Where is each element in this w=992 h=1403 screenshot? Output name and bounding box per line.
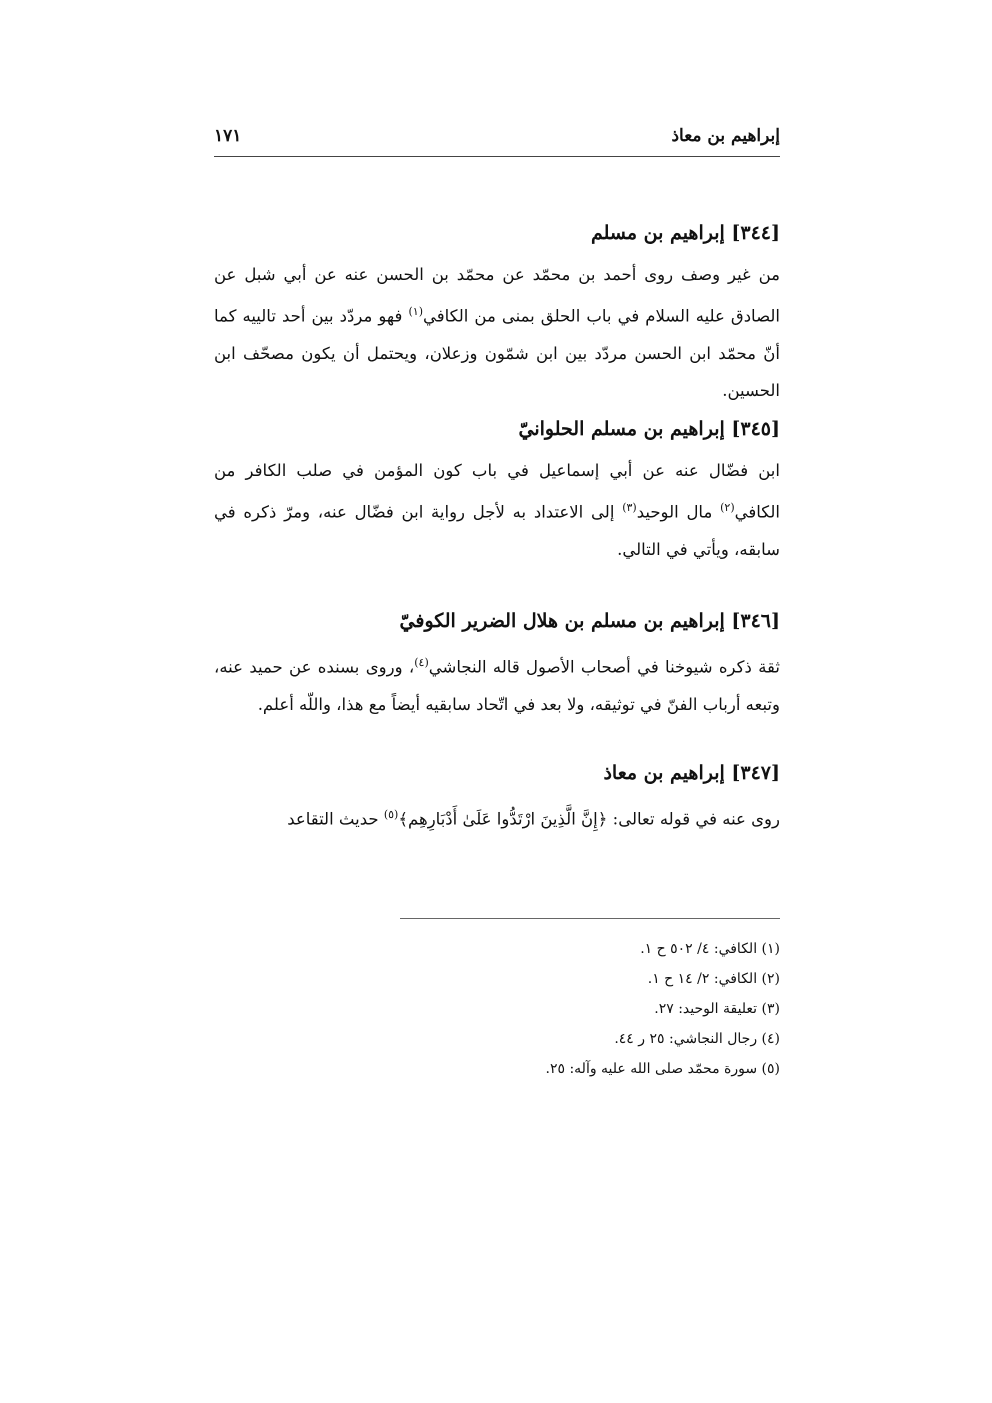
body-text: روى عنه في قوله تعالى: ﴿إِنَّ الَّذِينَ ارْتَدُّوا عَلَىٰ أَدْبَارِهِم﴾ [398, 809, 780, 829]
footnote-divider [400, 918, 780, 919]
entry-body [214, 644, 780, 723]
entry-heading: [٣٤٥] إبراهيم بن مسلم الحلوانيّ [518, 418, 780, 440]
entry-body [214, 796, 780, 838]
page-header [214, 120, 780, 157]
footnote-ref[interactable]: (٢) [720, 501, 735, 514]
body-text: إلى الاعتداد به لأجل رواية ابن فضّال عنه، ومرّ ذكره في [214, 502, 615, 522]
footnote-ref[interactable]: (٤) [414, 656, 429, 669]
footnote-ref[interactable]: (٥) [383, 808, 399, 821]
footnotes [400, 934, 780, 1084]
footnote-2: (٢) الكافي: ٢/ ١٤ ح ١. [647, 971, 780, 987]
body-text: فهو مردّد بين أحد تالييه كما أنّ محمّد [214, 306, 780, 363]
body-text: ابن الحسن مردّد بين ابن شمّون وزعلان، ويحتمل أن يكون مصحّف ابن الحسين. [214, 343, 780, 400]
entry-345 [214, 414, 780, 568]
entry-body [214, 452, 780, 568]
entry-body [214, 256, 780, 409]
entry-344 [214, 218, 780, 409]
entry-347 [214, 758, 780, 838]
body-text: من غير وصف روى أحمد بن محمّد عن محمّد بن الحسن عنه عن أبي شبل عن [214, 265, 780, 284]
footnote-ref[interactable]: (١) [408, 305, 423, 318]
body-text: حديث التقاعد [287, 809, 379, 829]
footnote-3: (٣) تعليقة الوحيد: ٢٧. [654, 1001, 780, 1017]
body-text: الصادق عليه السلام في باب الحلق بمنى من الكافي [422, 306, 781, 326]
body-text: عنه، وتبعه أرباب الفنّ في توثيقه، ولا بعد في اتّحاد سابقيه أيضاً مع هذا، واللّه أعلم. [214, 657, 780, 714]
body-text: سابقه، ويأتي في التالي. [617, 539, 780, 559]
page-number: ١٧١ [214, 126, 242, 146]
body-text: ابن فضّال عنه عن أبي إسماعيل في باب كون المؤمن في صلب الكافر من [214, 461, 780, 480]
body-text: ، وروى بسنده عن حميد [249, 657, 415, 677]
entry-heading: [٣٤٤] إبراهيم بن مسلم [591, 222, 780, 244]
footnote-5: (٥) سورة محمّد صلى الله عليه وآله: ٢٥. [545, 1061, 780, 1077]
running-title: إبراهيم بن معاذ [671, 126, 780, 146]
body-text: ثقة ذكره شيوخنا في أصحاب الأصول قاله النجاشي [428, 657, 780, 677]
entry-heading: [٣٤٦] إبراهيم بن مسلم بن هلال الضرير الكوفيّ [399, 610, 780, 632]
body-text: مال الوحيد [636, 502, 713, 522]
footnote-1: (١) الكافي: ٤/ ٥٠٢ ح ١. [640, 941, 780, 957]
footnote-4: (٤) رجال النجاشي: ٢٥ ر ٤٤. [614, 1031, 780, 1047]
body-text: الكافي [734, 502, 781, 522]
entry-heading: [٣٤٧] إبراهيم بن معاذ [603, 762, 780, 784]
entry-346 [214, 606, 780, 723]
footnote-ref[interactable]: (٣) [622, 501, 637, 514]
